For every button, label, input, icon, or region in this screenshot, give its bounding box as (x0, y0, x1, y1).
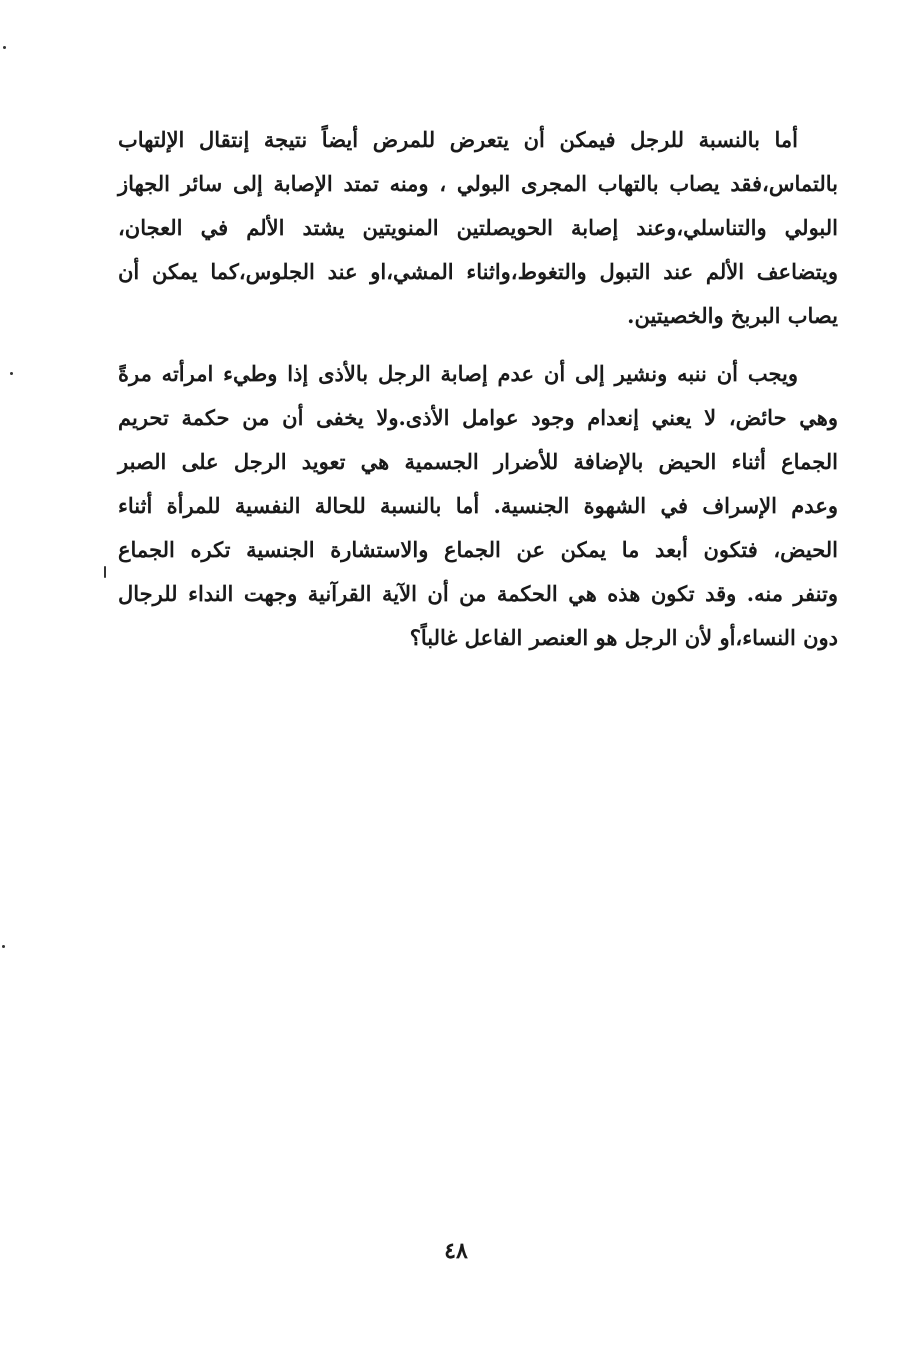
scan-speck (2, 945, 5, 948)
paragraph-line: ويتضاعف الألم عند التبول والتغوط،واثناء المشي،او عند الجلوس،كما يمكن أن (118, 259, 838, 284)
page-number: ٤٨ (444, 1238, 468, 1264)
paragraph-line: البولي والتناسلي،وعند إصابة الحويصلتين المنويتين يشتد الألم في العجان، (118, 215, 838, 240)
paragraph-1 (118, 118, 838, 338)
paragraph-line: وتنفر منه. وقد تكون هذه هي الحكمة من أن الآية القرآنية وجهت النداء للرجال (118, 581, 838, 606)
paragraph-line: ويجب أن ننبه ونشير إلى أن عدم إصابة الرجل بالأذى إذا وطيء امرأته مرةً (118, 361, 798, 386)
paragraph-line: وعدم الإسراف في الشهوة الجنسية. أما بالنسبة للحالة النفسية للمرأة أثناء (118, 493, 838, 518)
paragraph-line: أما بالنسبة للرجل فيمكن أن يتعرض للمرض أيضاً نتيجة إنتقال الإلتهاب (118, 127, 798, 152)
paragraph-line: الجماع أثناء الحيض بالإضافة للأضرار الجسمية هي تعويد الرجل على الصبر (118, 449, 838, 474)
scan-speck (104, 566, 106, 578)
paragraph-line: وهي حائض، لا يعني إنعدام وجود عوامل الأذى.ولا يخفى أن من حكمة تحريم (118, 405, 838, 430)
paragraph-line: الحيض، فتكون أبعد ما يمكن عن الجماع والاستشارة الجنسية تكره الجماع (118, 537, 838, 562)
scan-speck (3, 46, 6, 49)
paragraph-line: يصاب البربخ والخصيتين. (627, 303, 838, 328)
scan-speck (10, 372, 13, 375)
paragraph-line: دون النساء،أو لأن الرجل هو العنصر الفاعل غالباً؟ (409, 625, 838, 650)
paragraph-2 (118, 352, 838, 660)
paragraph-line: بالتماس،فقد يصاب بالتهاب المجرى البولي ، ومنه تمتد الإصابة إلى سائر الجهاز (118, 171, 838, 196)
